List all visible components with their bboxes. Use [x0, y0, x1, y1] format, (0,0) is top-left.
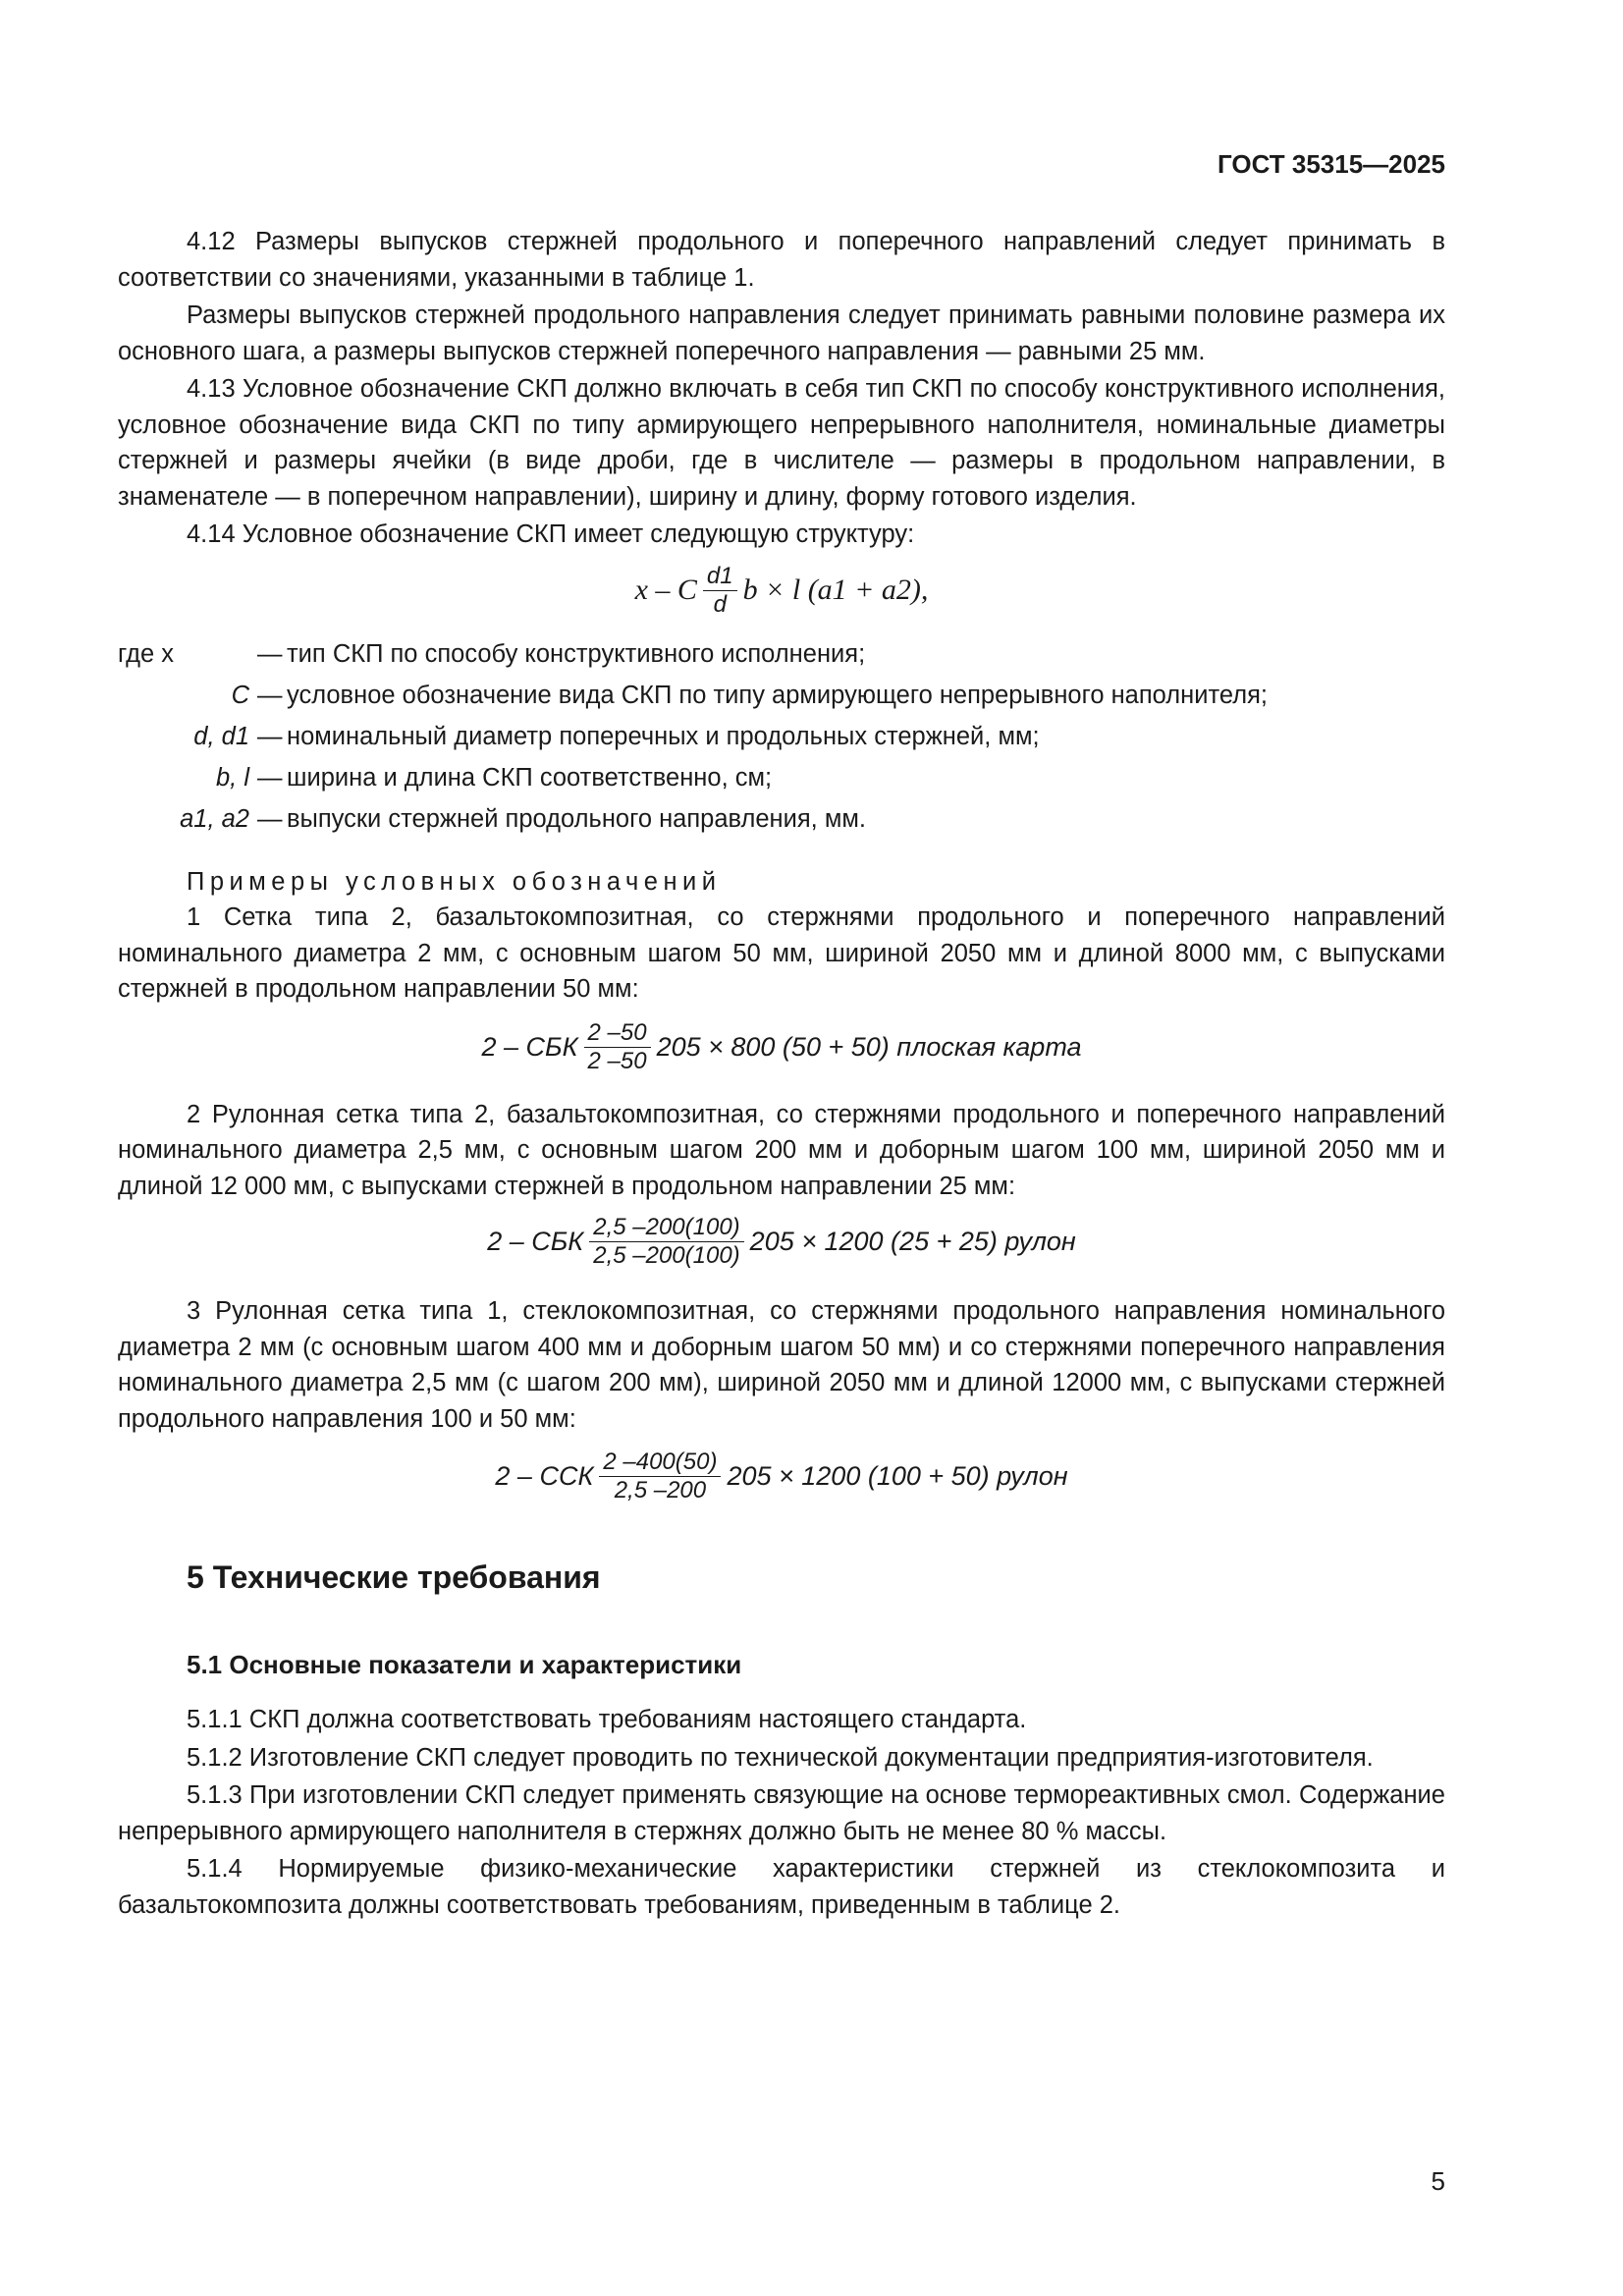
where-dash: —	[257, 804, 283, 833]
formula-lead: 2 – ССК	[495, 1461, 594, 1492]
where-text: условное обозначение вида СКП по типу армирующего непрерывного наполнителя;	[287, 681, 1268, 709]
where-row	[118, 760, 1445, 801]
example-1-text: 1 Сетка типа 2, базальтокомпозитная, со стержнями продольного и поперечного направлений номинального диаметра 2 мм, с основным шагом 50 мм, шириной 2050 мм и длиной 8000 мм, с выпусками стержней в продольном направлении 50 мм:	[118, 903, 1445, 1003]
paragraph-5-1-2: 5.1.2 Изготовление СКП следует проводить по технической документации предприятия-изготовителя.	[187, 1743, 1374, 1772]
formula-lead: x – C	[634, 573, 697, 606]
formula-denominator: 2 –50	[587, 1047, 647, 1074]
formula-denominator: 2,5 –200	[614, 1477, 707, 1503]
example-2-text: 2 Рулонная сетка типа 2, базальтокомпозитная, со стержнями продольного и поперечного направлений номинального диаметра 2,5 мм, с основным шагом 200 мм и доборным шагом 100 мм, шириной 2050 мм и длиной 12 000 мм, с выпусками стержней в продольном направлении 25 мм:	[118, 1100, 1445, 1200]
formula-lead: 2 – СБК	[487, 1227, 584, 1257]
where-text: тип СКП по способу конструктивного исполнения;	[287, 639, 866, 668]
where-dash: —	[257, 639, 283, 668]
subsection-title: 5.1 Основные показатели и характеристики	[187, 1649, 742, 1679]
example-3-text: 3 Рулонная сетка типа 1, стеклокомпозитная, со стержнями продольного направления номинального диаметра 2 мм (с основным шагом 400 мм и доборным шагом 50 мм) и со стержнями поперечного направления номинального диаметра 2,5 мм (с шагом 200 мм), шириной 2050 мм и длиной 12000 мм, с выпусками стержней продольного направления 100 и 50 мм:	[118, 1297, 1445, 1433]
structure-formula	[118, 563, 1445, 619]
section-title: 5 Технические требования	[187, 1559, 601, 1595]
paragraph-5-1-4: 5.1.4 Нормируемые физико-механические характеристики стержней из стеклокомпозита и базальтокомпозита должны соответствовать требованиям, приведенным в таблице 2.	[118, 1855, 1445, 1919]
formula-tail: 205 × 1200 (100 + 50) рулон	[727, 1461, 1068, 1492]
paragraph-4-13: 4.13 Условное обозначение СКП должно включать в себя тип СКП по способу конструктивного исполнения, условное обозначение вида СКП по типу армирующего непрерывного наполнителя, номинальные диаметры стержней и размеры ячейки (в виде дроби, где в числителе — размеры в продольном направлении, в знаменателе — в поперечном направлении), ширину и длину, форму готового изделия.	[118, 375, 1445, 511]
page-content	[118, 224, 1445, 1923]
where-dash: —	[257, 722, 283, 750]
paragraph-4-12-cont: Размеры выпусков стержней продольного направления следует принимать равными половине размера их основного шага, а размеры выпусков стержней поперечного направления — равными 25 мм.	[118, 301, 1445, 365]
where-row	[118, 719, 1445, 760]
formula-tail: b × l (a1 + a2),	[742, 573, 929, 606]
where-symbol: d, d1	[193, 722, 249, 750]
where-dash: —	[257, 763, 283, 792]
examples-title: Примеры условных обозначений	[187, 867, 722, 896]
example-2-formula	[118, 1214, 1445, 1270]
paragraph-5-1-3: 5.1.3 При изготовлении СКП следует применять связующие на основе термореактивных смол. Содержание непрерывного армирующего наполнителя в стержнях должно быть не менее 80 % массы.	[118, 1781, 1445, 1845]
paragraph-5-1-1: 5.1.1 СКП должна соответствовать требованиям настоящего стандарта.	[187, 1706, 1027, 1733]
where-dash: —	[257, 681, 283, 709]
where-text: выпуски стержней продольного направления, мм.	[287, 804, 866, 833]
formula-numerator: 2 –400(50)	[599, 1449, 721, 1477]
where-list	[118, 636, 1445, 843]
formula-numerator: d1	[703, 563, 737, 591]
formula-denominator: d	[713, 590, 727, 618]
formula-tail: 205 × 800 (50 + 50) плоская карта	[656, 1031, 1082, 1062]
formula-tail: 205 × 1200 (25 + 25) рулон	[749, 1227, 1076, 1257]
formula-fraction	[703, 563, 737, 619]
where-symbol: a1, a2	[180, 804, 249, 833]
paragraph-4-12: 4.12 Размеры выпусков стержней продольного и поперечного направлений следует принимать в соответствии со значениями, указанными в таблице 1.	[118, 228, 1445, 292]
where-symbol: где x	[118, 639, 175, 668]
formula-fraction	[584, 1019, 651, 1075]
formula-fraction	[589, 1214, 743, 1270]
formula-denominator: 2,5 –200(100)	[593, 1242, 740, 1269]
where-symbol: C	[231, 681, 249, 709]
formula-numerator: 2 –50	[584, 1019, 651, 1048]
where-row	[118, 636, 1445, 678]
where-text: номинальный диаметр поперечных и продольных стержней, мм;	[287, 722, 1040, 750]
where-text: ширина и длина СКП соответственно, см;	[287, 763, 773, 792]
where-symbol: b, l	[215, 763, 249, 792]
document-header: ГОСТ 35315—2025	[1217, 149, 1445, 179]
paragraph-4-14: 4.14 Условное обозначение СКП имеет следующую структуру:	[187, 520, 915, 548]
formula-lead: 2 – СБК	[481, 1031, 578, 1062]
where-row	[118, 801, 1445, 843]
formula-numerator: 2,5 –200(100)	[589, 1214, 743, 1242]
page-number: 5	[1431, 2166, 1445, 2196]
example-1-formula	[118, 1019, 1445, 1075]
where-row	[118, 678, 1445, 719]
formula-fraction	[599, 1449, 721, 1504]
example-3-formula	[118, 1449, 1445, 1504]
